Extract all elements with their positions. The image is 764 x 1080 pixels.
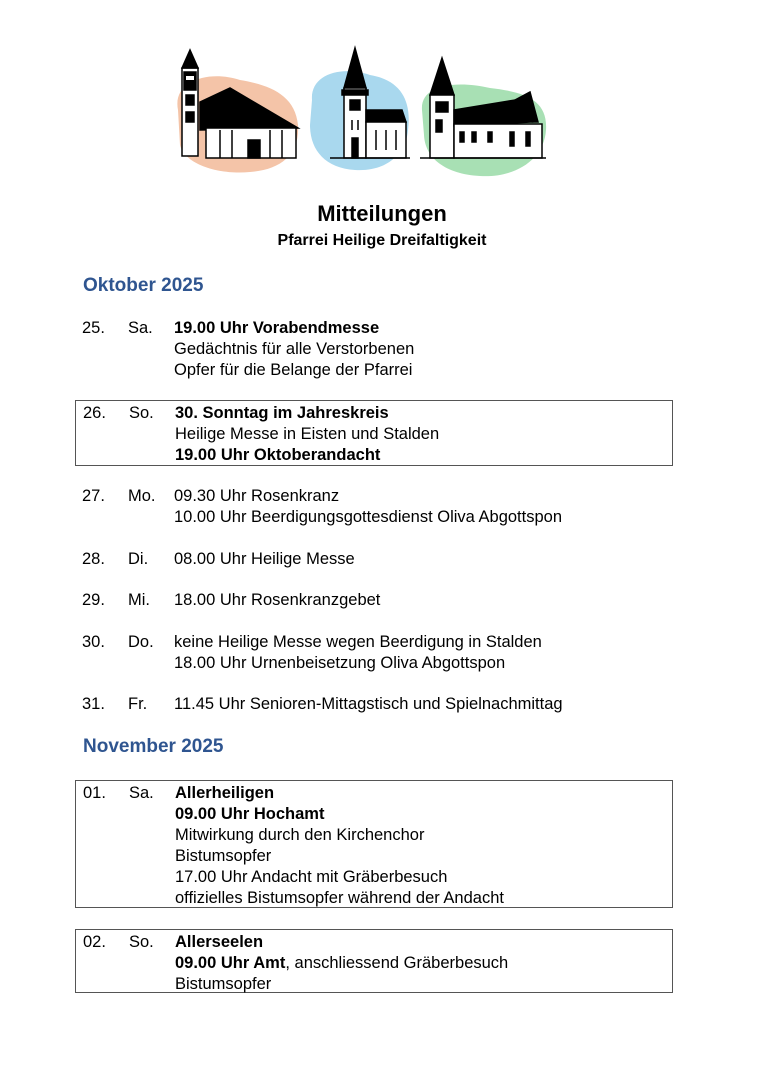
entry-line: Gedächtnis für alle Verstorbenen: [174, 340, 415, 358]
entry-weekday: Mi.: [128, 591, 150, 609]
entry-line: 09.00 Uhr Hochamt: [175, 805, 325, 823]
entry-weekday: Do.: [128, 633, 154, 651]
schedule-entry-highlighted: [75, 929, 673, 993]
entry-day: 28.: [82, 550, 105, 568]
entry-line: Bistumsopfer: [175, 847, 272, 865]
page-title: Mitteilungen: [317, 201, 447, 226]
entry-line: keine Heilige Messe wegen Beerdigung in Stalden: [174, 633, 542, 651]
schedule-entry: [75, 318, 673, 381]
page-subtitle: Pfarrei Heilige Dreifaltigkeit: [277, 232, 487, 249]
schedule-entry-highlighted: [75, 400, 673, 466]
entry-day: 29.: [82, 591, 105, 609]
entry-line: Allerseelen: [175, 933, 264, 951]
entry-day: 02.: [83, 933, 106, 951]
entry-line-bold-part: 09.00 Uhr Amt: [175, 954, 286, 972]
entry-line: 17.00 Uhr Andacht mit Gräberbesuch: [175, 868, 448, 886]
entry-line: offizielles Bistumsopfer während der Andacht: [175, 889, 504, 907]
month-heading-november: November 2025: [83, 736, 224, 757]
entry-weekday: Di.: [128, 550, 149, 568]
entry-line: 11.45 Uhr Senioren-Mittagstisch und Spielnachmittag: [174, 695, 563, 713]
entry-weekday: Fr.: [128, 695, 148, 713]
entry-weekday: So.: [129, 933, 154, 951]
entry-line: [175, 953, 508, 974]
schedule-entry: [75, 549, 673, 570]
schedule-entry-highlighted: [75, 780, 673, 908]
entry-day: 26.: [83, 404, 106, 422]
entry-line: 18.00 Uhr Rosenkranzgebet: [174, 591, 381, 609]
entry-day: 31.: [82, 695, 105, 713]
three-churches-logo: [170, 40, 550, 185]
entry-line: 18.00 Uhr Urnenbeisetzung Oliva Abgottspon: [174, 654, 506, 672]
entry-line: 08.00 Uhr Heilige Messe: [174, 550, 355, 568]
entry-line-part: , anschliessend Gräberbesuch: [285, 954, 509, 972]
schedule-entry: [75, 632, 673, 674]
entry-day: 27.: [82, 487, 105, 505]
schedule-entry: [75, 590, 673, 611]
entry-weekday: So.: [129, 404, 154, 422]
entry-line: Heilige Messe in Eisten und Stalden: [175, 425, 440, 443]
entry-line: 09.30 Uhr Rosenkranz: [174, 487, 340, 505]
entry-line: Opfer für die Belange der Pfarrei: [174, 361, 413, 379]
entry-line: 30. Sonntag im Jahreskreis: [175, 404, 389, 422]
entry-day: 30.: [82, 633, 105, 651]
church-right: [420, 58, 546, 158]
entry-day: 25.: [82, 319, 105, 337]
entry-day: 01.: [83, 784, 106, 802]
entry-line: Mitwirkung durch den Kirchenchor: [175, 826, 425, 844]
entry-line: Allerheiligen: [175, 784, 275, 802]
entry-line: 10.00 Uhr Beerdigungsgottesdienst Oliva Abgottspon: [174, 508, 563, 526]
month-heading-oktober: Oktober 2025: [83, 275, 204, 296]
schedule-entry: [75, 694, 673, 715]
entry-weekday: Sa.: [128, 319, 153, 337]
entry-line: Bistumsopfer: [175, 975, 272, 993]
entry-line: 19.00 Uhr Oktoberandacht: [175, 446, 381, 464]
schedule-entry: [75, 486, 673, 528]
entry-weekday: Sa.: [129, 784, 154, 802]
entry-weekday: Mo.: [128, 487, 156, 505]
entry-line: 19.00 Uhr Vorabendmesse: [174, 319, 380, 337]
